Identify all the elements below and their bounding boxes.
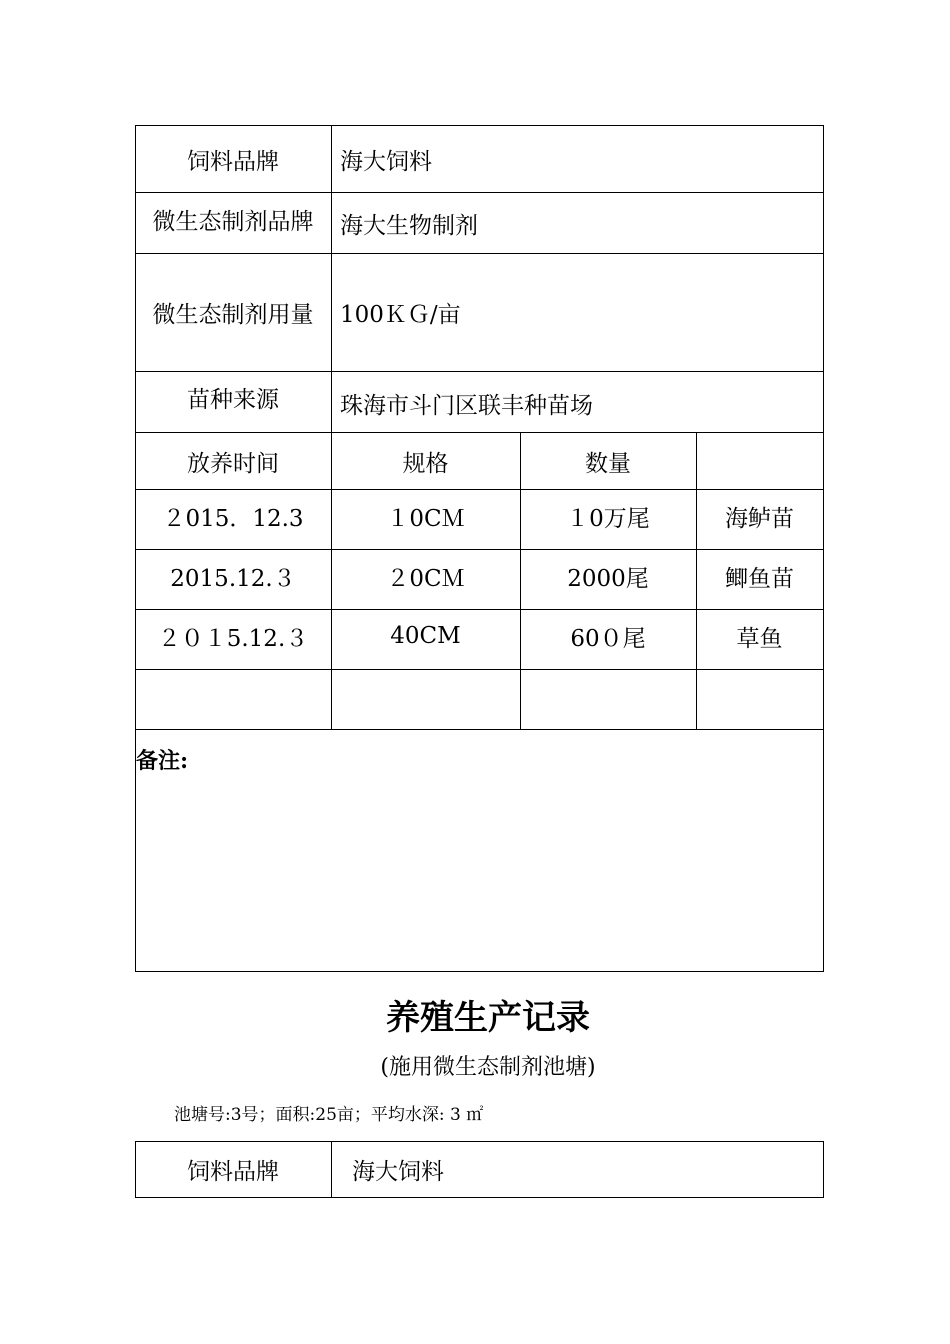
row-value-probiotic-dosage: 100ＫＧ/亩 (340, 302, 461, 328)
row-value-probiotic-brand: 海大生物制剂 (340, 212, 478, 239)
remarks-label: 备注: (136, 748, 189, 774)
table-row-4-quantity (520, 670, 696, 728)
table-row-2-spec: ２0CＭ (386, 565, 465, 592)
table-row-1-species: 海鲈苗 (725, 505, 794, 532)
header-quantity: 数量 (585, 450, 631, 477)
table-row-1-quantity: １0万尾 (566, 505, 650, 532)
row-value-feed-brand: 海大饲料 (340, 148, 432, 175)
row-label-feed-brand-2: 饲料品牌 (187, 1159, 279, 1185)
table-border (823, 125, 824, 971)
table-border (135, 729, 824, 730)
header-stocking-time: 放养时间 (187, 450, 279, 477)
table-row-3-spec: 40CM (390, 623, 461, 649)
table-row-1-spec: １0CＭ (386, 505, 465, 532)
page-title: 养殖生产记录 (386, 998, 590, 1038)
table-row-1-date: ２015．12.3 (162, 505, 304, 532)
row-label-probiotic-brand: 微生态制剂品牌 (152, 208, 314, 235)
row-value-seed-source: 珠海市斗门区联丰种苗场 (340, 392, 593, 419)
row-value-feed-brand-2: 海大饲料 (352, 1159, 444, 1185)
table-row-2-date: 2015.12.３ (170, 565, 296, 592)
pond-info: 池塘号:3号；面积:25亩；平均水深: 3 ㎡ (174, 1105, 484, 1125)
table-row-4-species (696, 670, 823, 728)
table-border (135, 125, 136, 971)
table-row-3-quantity: 60０尾 (570, 625, 646, 652)
table-row-2-quantity: 2000尾 (567, 565, 649, 592)
table-row-3-date: ２０１5.12.３ (157, 625, 309, 652)
table-row-4-spec (331, 670, 520, 728)
table-border (331, 1141, 332, 1197)
header-spec: 规格 (402, 450, 449, 477)
row-label-seed-source: 苗种来源 (187, 386, 279, 413)
page-subtitle: (施用微生态制剂池塘) (380, 1055, 596, 1080)
table-row-2-species: 鲫鱼苗 (725, 565, 794, 592)
table-row-4-date (135, 670, 331, 728)
table-border (135, 971, 824, 972)
row-label-probiotic-dosage: 微生态制剂用量 (152, 302, 314, 328)
table-border (135, 1197, 824, 1198)
table-row-3-species: 草鱼 (736, 625, 783, 652)
row-label-feed-brand: 饲料品牌 (187, 148, 279, 175)
table-border (823, 1141, 824, 1197)
header-species (696, 433, 823, 489)
